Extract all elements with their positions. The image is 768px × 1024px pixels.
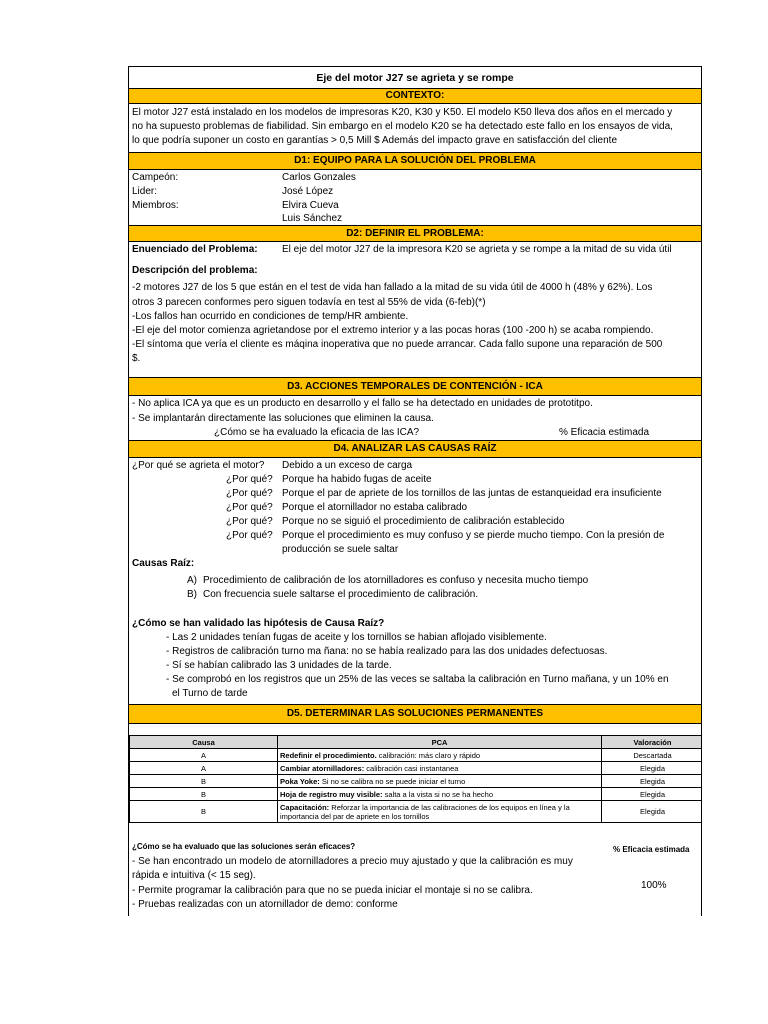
descripcion-line: $. (132, 353, 141, 364)
pca-title: Hoja de registro muy visible: (280, 789, 383, 799)
pca-desc: calibración: más claro y rápido (376, 750, 481, 760)
causa-letter: B) (187, 589, 197, 600)
d4-header: D4. ANALIZAR LAS CAUSAS RAÍZ (129, 440, 701, 458)
pca-title: Redefinir el procedimiento. (280, 750, 377, 760)
d5-line: - Se han encontrado un modelo de atornilladores a precio muy ajustado y que la calibración es muy (132, 856, 573, 867)
why-question: ¿Por qué? (226, 488, 273, 499)
descripcion-label: Descripción del problema: (132, 265, 258, 276)
pca-cell (278, 762, 602, 775)
lider-name: José López (282, 186, 334, 197)
causa-cell: A (130, 762, 278, 775)
why-answer: Porque no se siguió el procedimiento de calibración establecido (282, 516, 565, 527)
pca-desc: Si no se calibra no se puede iniciar el turno (319, 776, 466, 786)
causa-cell: A (130, 749, 278, 762)
contexto-header: CONTEXTO: (129, 88, 701, 104)
validacion-line: - Registros de calibración turno ma ñana: no se había realizado para las dos unidades defectuosas. (166, 646, 608, 657)
table-header-row (130, 736, 703, 749)
causa-letter: A) (187, 575, 197, 586)
miembro-name: Elvira Cueva (282, 200, 339, 211)
d3-line: - Se implantarán directamente las soluciones que eliminen la causa. (132, 413, 434, 424)
valoracion-cell: Descartada (602, 749, 703, 762)
d3-line: - No aplica ICA ya que es un producto en desarrollo y el fallo se ha detectado en unidades de prototitpo. (132, 398, 593, 409)
why-question: ¿Por qué? (226, 502, 273, 513)
d5-eficacia-label: % Eficacia estimada (613, 845, 690, 854)
campeon-name: Carlos Gonzales (282, 172, 356, 183)
validacion-line: el Turno de tarde (172, 688, 248, 699)
validacion-label: ¿Cómo se han validado las hipótesis de Causa Raíz? (132, 618, 385, 629)
column-header: PCA (278, 736, 602, 749)
why-answer: Porque el par de apriete de los tornillos de las juntas de estanqueidad era insuficiente (282, 488, 662, 499)
d5-line: - Permite programar la calibración para que no se pueda iniciar el montaje si no se calibra. (132, 885, 533, 896)
d1-header: D1: EQUIPO PARA LA SOLUCIÓN DEL PROBLEMA (129, 152, 701, 170)
why-question: ¿Por qué? (226, 474, 273, 485)
why-answer-cont: producción se suele saltar (282, 544, 399, 555)
descripcion-line: -2 motores J27 de los 5 que están en el test de vida han fallado a la mitad de su vida útil de 4000 h (48% y 62%). Los (132, 282, 653, 293)
pca-title: Cambiar atornilladores: (280, 763, 365, 773)
campeon-label: Campeón: (132, 172, 179, 183)
pca-table (129, 735, 702, 823)
validacion-line: - Sí se habían calibrado las 3 unidades de la tarde. (166, 660, 392, 671)
why-answer: Porque el atornillador no estaba calibrado (282, 502, 468, 513)
pca-title: Capacitación: (280, 802, 330, 812)
pca-cell (278, 788, 602, 801)
causas-label: Causas Raíz: (132, 558, 195, 569)
causa-cell: B (130, 775, 278, 788)
valoracion-cell: Elegida (602, 788, 703, 801)
descripcion-line: -El eje del motor comienza agrietandose por el extremo interior y a las pocas horas (100 -200 h) se acaba rompiendo. (132, 325, 654, 336)
miembros-label: Miembros: (132, 200, 179, 211)
table-row (130, 762, 703, 775)
why-answer: Debido a un exceso de carga (282, 460, 413, 471)
causa-cell: B (130, 788, 278, 801)
contexto-line: no ha supuesto problemas de fiabilidad. Sin embargo en el modelo K20 se ha detectado este fallo en los ensayos de vida, (132, 121, 673, 132)
d5-line: - Pruebas realizadas con un atornillador de demo: conforme (132, 899, 398, 910)
pca-title: Poka Yoke: (280, 776, 320, 786)
d3-question: ¿Cómo se ha evaluado la eficacia de las ICA? (214, 427, 420, 438)
pca-desc: calibración casi instantanea (364, 763, 459, 773)
pca-desc: Reforzar la importancia de las calibraciones de los equipos en línea y la importancia del par de apriete en los tornillos (280, 802, 570, 821)
pca-cell (278, 801, 602, 823)
d5-question: ¿Cómo se ha evaluado que las soluciones serán eficaces? (132, 842, 356, 851)
why-question: ¿Por qué? (226, 530, 273, 541)
d3-header: D3. ACCIONES TEMPORALES DE CONTENCIÓN - ICA (129, 377, 701, 396)
d5-line: rápida e intuitiva (< 15 seg). (132, 870, 256, 881)
causa-cell: B (130, 801, 278, 823)
column-header: Causa (130, 736, 278, 749)
table-row (130, 788, 703, 801)
d3-eficacia-label: % Eficacia estimada (559, 427, 650, 438)
lider-label: Lider: (132, 186, 158, 197)
descripcion-line: -Los fallos han ocurrido en condiciones de temp/HR ambiente. (132, 311, 409, 322)
pca-cell (278, 749, 602, 762)
why-answer: Porque el procedimiento es muy confuso y se pierde mucho tiempo. Con la presión de (282, 530, 665, 541)
d5-eficacia-value: 100% (641, 880, 667, 891)
column-header: Valoración (602, 736, 703, 749)
valoracion-cell: Elegida (602, 801, 703, 823)
descripcion-line: -El síntoma que vería el cliente es máqina inoperativa que no puede arrancar. Cada fallo supone una reparación de 500 (132, 339, 663, 350)
why-answer: Porque ha habido fugas de aceite (282, 474, 432, 485)
descripcion-line: otros 3 parecen conformes pero siguen todavía en test al 55% de vida (6-feb)(*) (132, 297, 486, 308)
pca-desc: salta a la vista si no se ha hecho (382, 789, 494, 799)
pca-cell (278, 775, 602, 788)
table-row (130, 749, 703, 762)
d2-header: D2: DEFINIR EL PROBLEMA: (129, 225, 701, 242)
miembro-name: Luis Sánchez (282, 213, 343, 224)
enunciado-label: Enuenciado del Problema: (132, 244, 258, 255)
valoracion-cell: Elegida (602, 775, 703, 788)
validacion-line: - Se comprobó en los registros que un 25% de las veces se saltaba la calibración en Turno mañana, y un 10% en (166, 674, 669, 685)
8d-report-sheet (128, 66, 702, 916)
causa-text: Procedimiento de calibración de los atornilladores es confuso y necesita mucho tiempo (203, 575, 589, 586)
enunciado-text: El eje del motor J27 de la impresora K20 se agrieta y se rompe a la mitad de su vida útil (282, 244, 672, 255)
why-question: ¿Por qué? (226, 516, 273, 527)
contexto-line: El motor J27 está instalado en los modelos de impresoras K20, K30 y K50. El modelo K50 lleva dos años en el mercado y (132, 107, 673, 118)
d5-header: D5. DETERMINAR LAS SOLUCIONES PERMANENTES (129, 704, 701, 724)
valoracion-cell: Elegida (602, 762, 703, 775)
contexto-line: lo que podría suponer un costo en garantías > 0,5 Mill $ Además del impacto grave en satisfacción del cliente (132, 135, 618, 146)
validacion-line: - Las 2 unidades tenían fugas de aceite y los tornillos se habian aflojado visiblemente. (166, 632, 547, 643)
why-question: ¿Por qué se agrieta el motor? (132, 460, 265, 471)
report-title: Eje del motor J27 se agrieta y se rompe (316, 72, 514, 84)
table-row (130, 801, 703, 823)
causa-text: Con frecuencia suele saltarse el procedimiento de calibración. (203, 589, 479, 600)
table-row (130, 775, 703, 788)
